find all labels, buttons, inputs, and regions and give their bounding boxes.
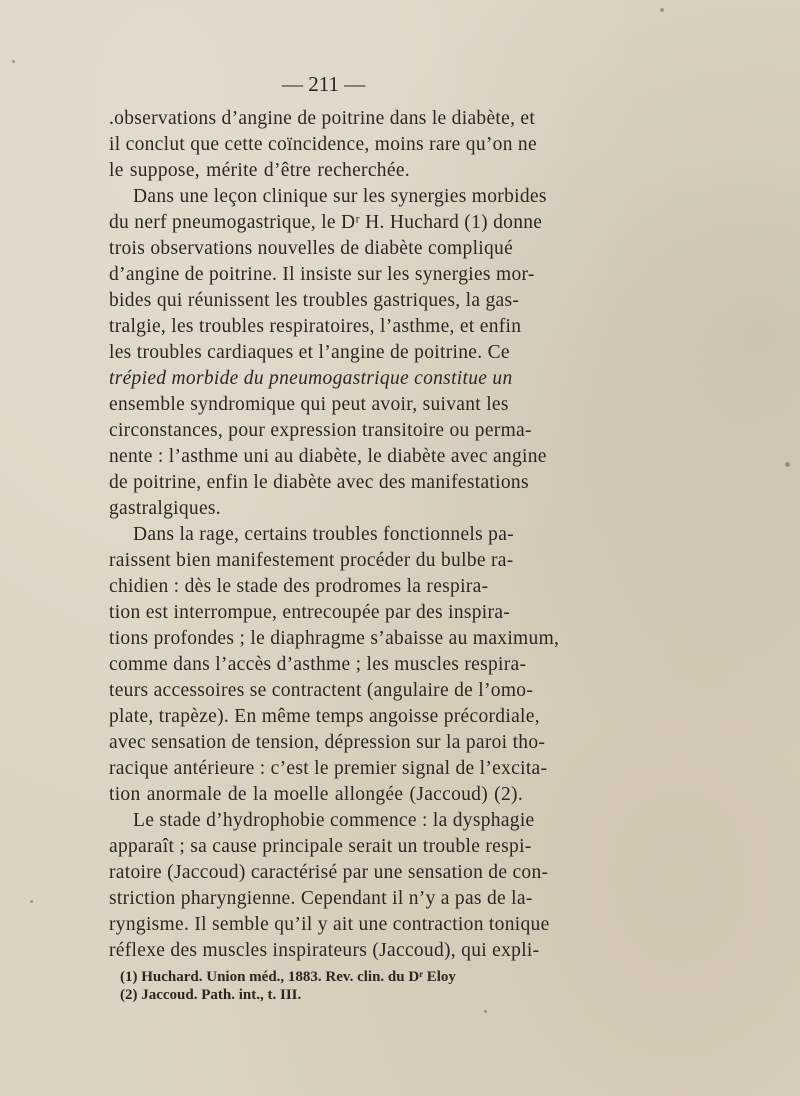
footnote: (2) Jaccoud. Path. int., t. III. xyxy=(120,987,302,1003)
text-line: tion anormale de la moelle allongée (Jaccoud) (2). xyxy=(109,784,523,805)
text-line: tion est interrompue, entrecoupée par des inspira- xyxy=(109,602,511,623)
text-line: Dans la rage, certains troubles fonctionnels pa- xyxy=(133,524,514,545)
text-line: racique antérieure : c’est le premier signal de l’excita- xyxy=(109,758,548,779)
text-line: circonstances, pour expression transitoire ou perma- xyxy=(109,420,532,441)
text-line: apparaît ; sa cause principale serait un trouble respi- xyxy=(109,836,532,857)
text-line: ratoire (Jaccoud) caractérisé par une sensation de con- xyxy=(109,862,549,883)
text-line: d’angine de poitrine. Il insiste sur les synergies mor- xyxy=(109,264,535,285)
footnote: (1) Huchard. Union méd., 1883. Rev. clin. du Dʳ Eloy xyxy=(120,969,456,985)
text-line: gastralgiques. xyxy=(109,498,221,519)
text-line: .observations d’angine de poitrine dans le diabète, et xyxy=(109,108,536,129)
text-line: trépied morbide du pneumogastrique constitue un xyxy=(109,368,513,389)
text-line: ryngisme. Il semble qu’il y ait une contraction tonique xyxy=(109,914,550,935)
text-line: il conclut que cette coïncidence, moins rare qu’on ne xyxy=(109,134,537,155)
text-line: bides qui réunissent les troubles gastriques, la gas- xyxy=(109,290,520,311)
paper-speck xyxy=(30,900,33,903)
text-line: Le stade d’hydrophobie commence : la dysphagie xyxy=(133,810,535,831)
text-line: ensemble syndromique qui peut avoir, suivant les xyxy=(109,394,509,415)
text-line: raissent bien manifestement procéder du bulbe ra- xyxy=(109,550,514,571)
paper-speck xyxy=(12,60,15,63)
text-line: striction pharyngienne. Cependant il n’y a pas de la- xyxy=(109,888,533,909)
text-line: du nerf pneumogastrique, le Dʳ H. Huchard (1) donne xyxy=(109,212,543,233)
paper-speck xyxy=(660,8,664,12)
text-line: le suppose, mérite d’être recherchée. xyxy=(109,160,410,181)
text-line: comme dans l’accès d’asthme ; les muscles respira- xyxy=(109,654,527,675)
page-number: — 211 — xyxy=(282,72,366,96)
text-line: les troubles cardiaques et l’angine de poitrine. Ce xyxy=(109,342,510,363)
paper-speck xyxy=(785,462,790,467)
text-line: chidien : dès le stade des prodromes la respira- xyxy=(109,576,489,597)
text-line: Dans une leçon clinique sur les synergies morbides xyxy=(133,186,547,207)
text-line: réflexe des muscles inspirateurs (Jaccoud), qui expli- xyxy=(109,940,540,961)
paper-speck xyxy=(484,1010,487,1013)
text-line: nente : l’asthme uni au diabète, le diabète avec angine xyxy=(109,446,547,467)
text-line: de poitrine, enfin le diabète avec des manifestations xyxy=(109,472,529,493)
text-line: plate, trapèze). En même temps angoisse précordiale, xyxy=(109,706,540,727)
text-line: teurs accessoires se contractent (angulaire de l’omo- xyxy=(109,680,534,701)
text-line: tralgie, les troubles respiratoires, l’asthme, et enfin xyxy=(109,316,522,337)
text-line: avec sensation de tension, dépression sur la paroi tho- xyxy=(109,732,546,753)
text-line: trois observations nouvelles de diabète compliqué xyxy=(109,238,514,259)
text-line: tions profondes ; le diaphragme s’abaisse au maximum, xyxy=(109,628,560,649)
